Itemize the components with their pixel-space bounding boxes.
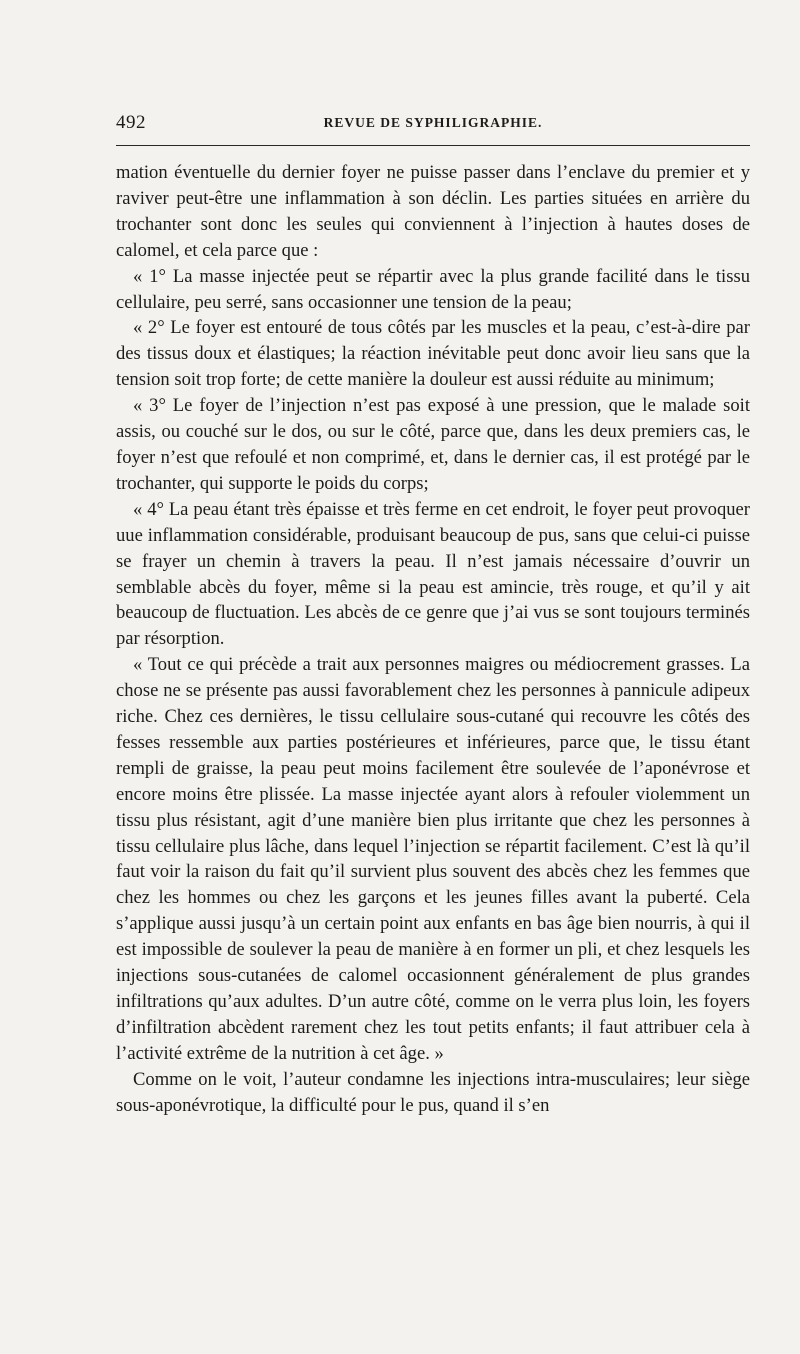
paragraph-continuation: mation éventuelle du dernier foyer ne puisse passer dans l’enclave du premier et y raviver peut-être une inflammation à son déclin. Les parties situées en arrière du trochanter sont donc les seules qui conviennent à l’injection à hautes doses de calomel, et cela parce que : [116,162,750,261]
header-rule [116,145,750,146]
journal-title: REVUE DE SYPHILIGRAPHIE. [323,115,543,130]
paragraph-point-4: « 4° La peau étant très épaisse et très ferme en cet endroit, le foyer peut provoquer uue inflammation considérable, produisant beaucoup de pus, sans que celui-ci puisse se frayer un chemin à travers la peau. Il n’est jamais nécessaire d’ouvrir un semblable abcès du foyer, même si la peau est amincie, très rouge, et qu’il y ait beaucoup de fluctuation. Les abcès de ce genre que j’ai vus se sont toujours terminés par résorption. [116,498,750,650]
paragraph-point-3: « 3° Le foyer de l’injection n’est pas exposé à une pression, que le malade soit assis, ou couché sur le dos, ou sur le côté, parce que, dans les deux premiers cas, le foyer n’est que refoulé et non comprimé, et, dans le dernier cas, il est protégé par le trochanter, qui supporte le poids du corps; [116,395,750,494]
paragraph-commentary: Comme on le voit, l’auteur condamne les injections intra-musculaires; leur siège sous-aponévrotique, la difficulté pour le pus, quand il s’en [116,1068,750,1116]
paragraph-quotation: « Tout ce qui précède a trait aux personnes maigres ou médiocrement grasses. La chose ne se présente pas aussi favorablement chez les personnes à pannicule adipeux riche. Chez ces dernières, le tissu cellulaire sous-cutané qui recouvre les côtés des fesses ressemble aux parties postérieures et inférieures, parce que, le tissu étant rempli de graisse, la peau peut moins facilement être soulevée de l’aponévrose et encore moins être plissée. La masse injectée ayant alors à refouler violemment un tissu plus résistant, agit d’une manière bien plus irritante que chez les personnes à tissu cellulaire plus lâche, dans lequel l’injection se répartit facilement. C’est là qu’il faut voir la raison du fait qu’il survient plus souvent des abcès chez les femmes que chez les hommes ou chez les garçons et les jeunes filles avant la puberté. Cela s’applique aussi jusqu’à un certain point aux enfants en bas âge bien nourris, à qui il est impossible de soulever la peau de manière à en former un pli, et chez lesquels les injections sous-cutanées de calomel occasionnent généralement de plus grandes infiltrations qu’aux adultes. D’un autre côté, comme on le verra plus loin, les foyers d’infiltration abcèdent rarement chez les tout petits enfants; il faut attribuer cela à l’activité extrême de la nutrition à cet âge. » [116,654,750,1064]
paragraph-point-1: « 1° La masse injectée peut se répartir avec la plus grande facilité dans le tissu cellulaire, peu serré, sans occasionner une tension de la peau; [116,265,750,313]
running-head [116,112,750,134]
page-number: 492 [116,112,146,133]
body-text [116,160,750,1119]
paragraph-point-2: « 2° Le foyer est entouré de tous côtés par les muscles et la peau, c’est-à-dire par des tissus doux et élastiques; la réaction inévitable peut donc avoir lieu sans que la tension soit trop forte; de cette manière la douleur est aussi réduite au minimum; [116,317,750,391]
